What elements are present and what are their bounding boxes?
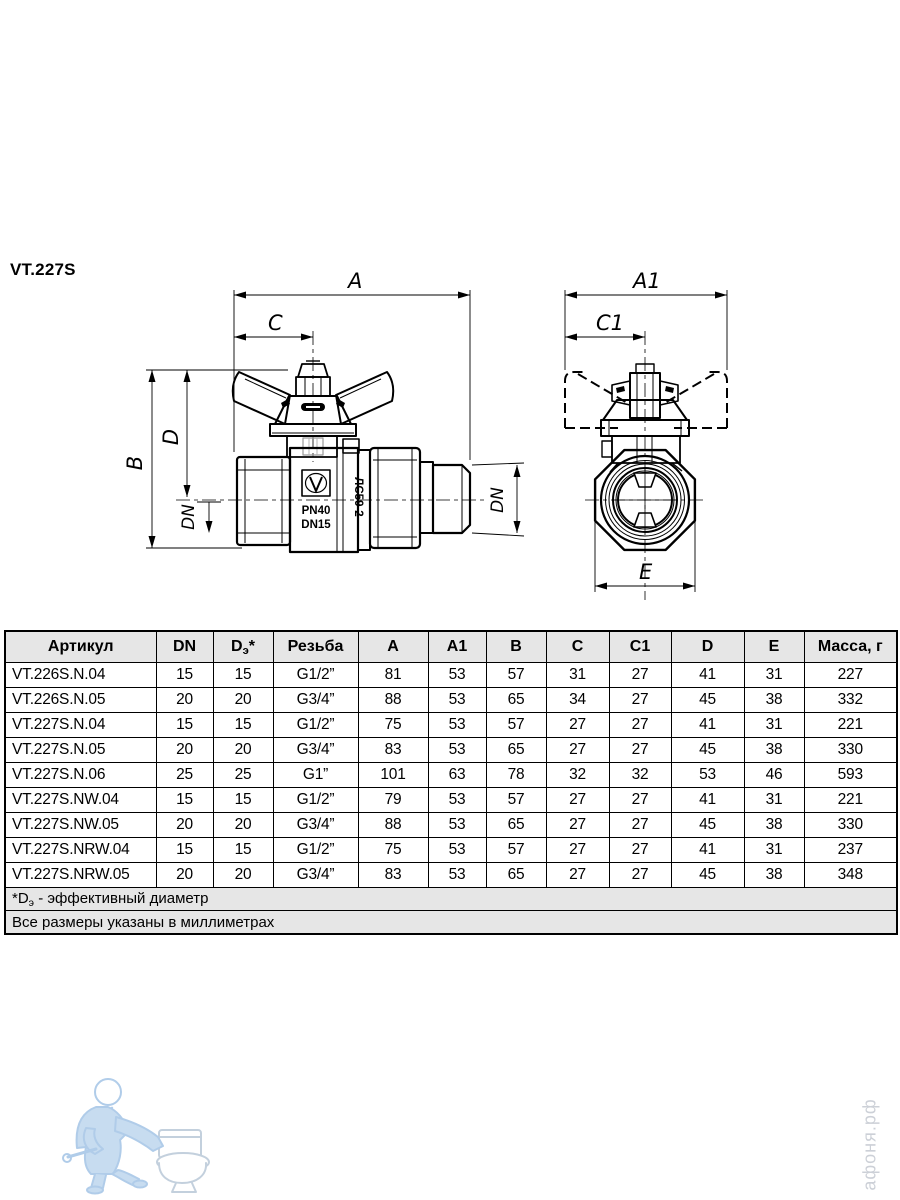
dimension-b [123,370,288,548]
table-row [5,738,897,763]
brand-logo-v [310,477,322,491]
cell-value: 15 [156,838,213,863]
cell-value: 27 [609,663,671,688]
cell-value: 15 [213,713,273,738]
cell-value: 53 [428,738,486,763]
cell-value: G1” [273,763,358,788]
cell-value: 45 [671,813,744,838]
cell-value: 53 [671,763,744,788]
cell-artikul: VT.227S.N.06 [5,763,156,788]
cell-value: 41 [671,663,744,688]
cell-value: 27 [609,863,671,888]
table-row [5,663,897,688]
cell-value: 53 [428,663,486,688]
cell-value: 57 [486,838,546,863]
cell-value: 57 [486,788,546,813]
cell-value: 27 [609,838,671,863]
cell-value: 221 [804,713,897,738]
dimension-c1 [565,311,645,341]
col-header-a1: A1 [428,631,486,663]
cell-value: 15 [156,663,213,688]
cell-value: G3/4” [273,863,358,888]
cell-artikul: VT.227S.NW.05 [5,813,156,838]
cell-value: 38 [744,738,804,763]
table-row [5,713,897,738]
cell-value: 237 [804,838,897,863]
cell-value: 15 [213,788,273,813]
cell-value: 65 [486,813,546,838]
cell-value: 348 [804,863,897,888]
cell-value: 83 [358,738,428,763]
cell-value: G3/4” [273,738,358,763]
dimension-dn-left [179,502,221,533]
cell-value: 20 [156,863,213,888]
cell-value: 53 [428,788,486,813]
col-header-artikul: Артикул [5,631,156,663]
cell-artikul: VT.227S.NRW.04 [5,838,156,863]
cell-artikul: VT.227S.N.05 [5,738,156,763]
dimension-c [234,311,313,341]
cell-value: 15 [156,788,213,813]
cell-value: G1/2” [273,663,358,688]
cell-value: 41 [671,838,744,863]
table-row [5,788,897,813]
cell-value: G1/2” [273,838,358,863]
col-header-b: B [486,631,546,663]
cell-artikul: VT.227S.NRW.05 [5,863,156,888]
cell-artikul: VT.227S.NW.04 [5,788,156,813]
plumber-watermark-illustration [16,1070,236,1195]
dim-label-a: A [348,269,363,293]
cell-value: 53 [428,688,486,713]
col-header-dn: DN [156,631,213,663]
cell-value: 79 [358,788,428,813]
cell-value: 20 [156,738,213,763]
footnote-units: Все размеры указаны в миллиметрах [5,911,897,935]
table-header-row [5,631,897,663]
marking-pn: PN40 [301,505,331,517]
cell-value: 38 [744,688,804,713]
dim-label-c1: C1 [596,311,625,335]
cell-value: 88 [358,813,428,838]
cell-value: 20 [213,688,273,713]
table-row [5,863,897,888]
cell-artikul: VT.226S.N.04 [5,663,156,688]
cell-value: 31 [744,713,804,738]
cell-value: 27 [609,788,671,813]
cell-value: 15 [213,663,273,688]
cell-value: 221 [804,788,897,813]
cell-value: 227 [804,663,897,688]
cell-artikul: VT.227S.N.04 [5,713,156,738]
spec-table [4,630,898,935]
cell-value: 27 [609,738,671,763]
cell-value: 101 [358,763,428,788]
cell-value: 27 [546,813,609,838]
cell-value: 45 [671,863,744,888]
cell-value: 27 [546,863,609,888]
cell-value: 53 [428,713,486,738]
cell-value: 46 [744,763,804,788]
footnote-row-2 [5,911,897,935]
dim-label-c: C [268,311,283,335]
col-header-d: D [671,631,744,663]
table-row [5,813,897,838]
cell-value: 20 [213,813,273,838]
cell-value: 83 [358,863,428,888]
cell-value: 27 [546,788,609,813]
col-header-c1: C1 [609,631,671,663]
dim-label-a1: A1 [633,269,661,293]
dim-label-dn-right: DN [488,487,508,513]
cell-value: 63 [428,763,486,788]
dimension-dn-right [472,463,524,536]
cell-value: 65 [486,688,546,713]
cell-value: 57 [486,713,546,738]
model-title: VT.227S [10,260,76,279]
cell-value: 27 [609,813,671,838]
col-header-massa: Масса, г [804,631,897,663]
cell-value: 45 [671,688,744,713]
cell-value: 27 [609,713,671,738]
cell-value: 53 [428,863,486,888]
cell-value: G1/2” [273,713,358,738]
cell-value: 15 [156,713,213,738]
table-row [5,688,897,713]
marking-dn: DN15 [301,519,331,531]
cell-value: 45 [671,738,744,763]
dim-label-e: E [639,560,653,584]
dim-label-d: D [159,428,183,446]
valve-front-view [565,269,727,600]
cell-value: 32 [609,763,671,788]
footnote-row-1 [5,888,897,911]
cell-artikul: VT.226S.N.05 [5,688,156,713]
cell-value: 38 [744,813,804,838]
cell-value: 65 [486,738,546,763]
valve-side-view [123,269,524,552]
col-header-a: A [358,631,428,663]
cell-value: 20 [213,863,273,888]
cell-value: G3/4” [273,688,358,713]
table-row [5,838,897,863]
cell-value: 31 [546,663,609,688]
cell-value: 41 [671,713,744,738]
cell-value: 330 [804,738,897,763]
cell-value: 31 [744,838,804,863]
plumber-sketch [63,1079,163,1194]
dim-label-b: B [123,455,147,471]
cell-value: 330 [804,813,897,838]
cell-value: 27 [546,713,609,738]
cell-value: 27 [609,688,671,713]
cell-value: 57 [486,663,546,688]
cell-value: 41 [671,788,744,813]
cell-value: 20 [156,688,213,713]
col-header-c: C [546,631,609,663]
cell-value: 38 [744,863,804,888]
cell-value: 88 [358,688,428,713]
cell-value: 31 [744,663,804,688]
cell-value: 20 [213,738,273,763]
cell-value: 25 [213,763,273,788]
cell-value: 75 [358,838,428,863]
toilet-sketch [157,1130,209,1192]
cell-value: 81 [358,663,428,688]
cell-value: 332 [804,688,897,713]
cell-value: 32 [546,763,609,788]
cell-value: 65 [486,863,546,888]
cell-value: 34 [546,688,609,713]
footnote-effective-diameter: $*D_э$ - эффективный диаметр [5,888,897,911]
dim-label-dn-left: DN [179,504,199,530]
cell-value: 31 [744,788,804,813]
cell-value: 27 [546,838,609,863]
cell-value: G3/4” [273,813,358,838]
col-header-de: $D_э*$ [213,631,273,663]
col-header-rezba: Резьба [273,631,358,663]
cell-value: 20 [156,813,213,838]
site-watermark-text: афоня.рф [859,1098,880,1191]
marking-alloy: ЛС59-2 [352,477,364,517]
dimension-a1 [565,269,727,370]
valve-body [237,448,470,552]
cell-value: 53 [428,838,486,863]
cell-value: 78 [486,763,546,788]
cell-value: 27 [546,738,609,763]
cell-value: 15 [213,838,273,863]
col-header-e: E [744,631,804,663]
cell-value: 25 [156,763,213,788]
cell-value: G1/2” [273,788,358,813]
cell-value: 593 [804,763,897,788]
cell-value: 53 [428,813,486,838]
table-row [5,763,897,788]
dimension-d [159,370,191,497]
spec-table-body [5,663,897,888]
cell-value: 75 [358,713,428,738]
